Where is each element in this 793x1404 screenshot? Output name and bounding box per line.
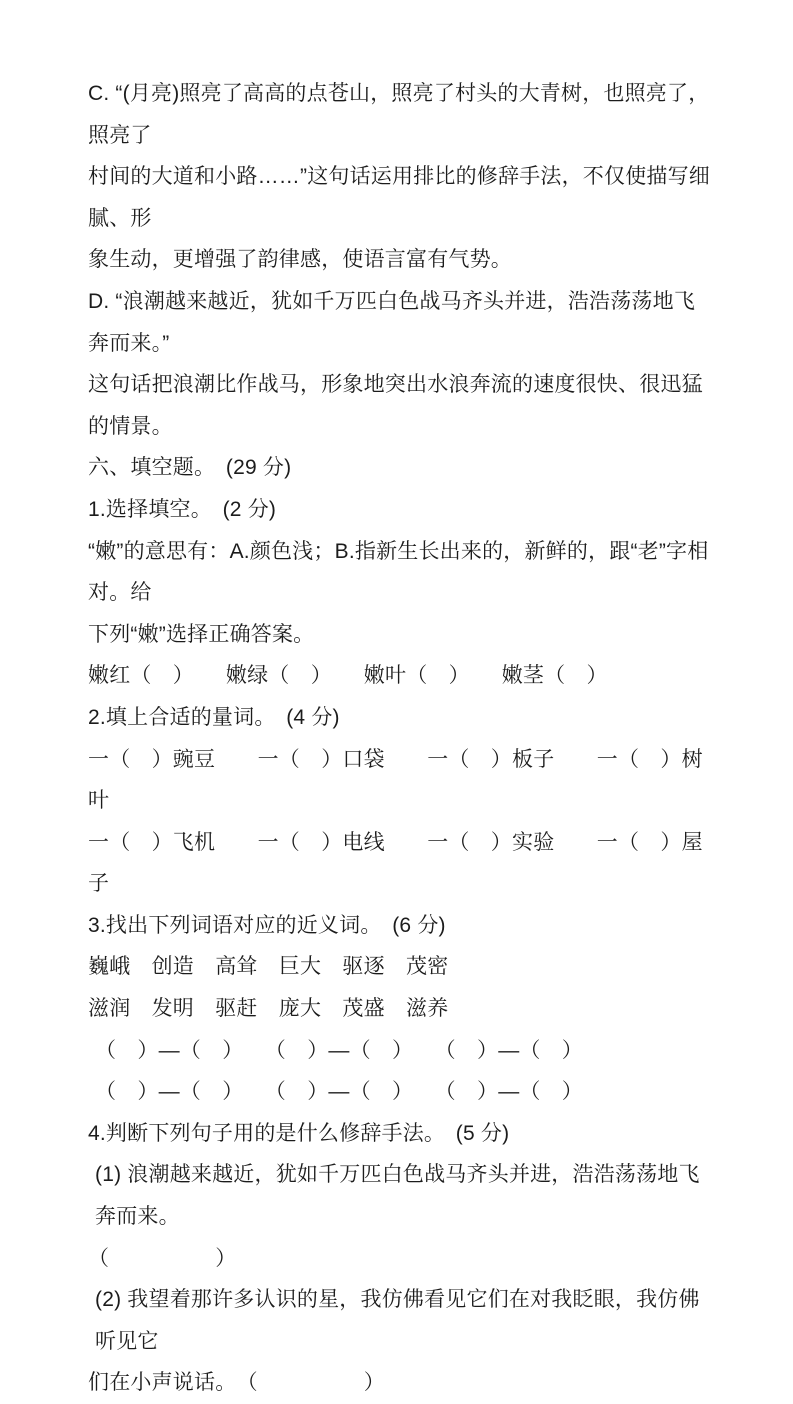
question-4-heading: 4.判断下列句子用的是什么修辞手法。 (5 分) [88, 1121, 510, 1145]
question-3-answer-row: （ ）—（ ） （ ）—（ ） （ ）—（ ） [95, 1080, 583, 1104]
question-4 [88, 1113, 715, 1404]
question-4-item1-blank: （ ） [88, 1246, 237, 1270]
option-c-block [88, 73, 715, 281]
question-2-heading: 2.填上合适的量词。 (4 分) [88, 705, 340, 729]
question-1-blank-items: 嫩红（ ） 嫩绿（ ） 嫩叶（ ） 嫩茎（ ） [88, 664, 608, 688]
section-six-heading: 六、填空题。 (29 分) [88, 456, 292, 480]
question-1-heading: 1.选择填空。 (2 分) [88, 497, 277, 521]
question-1 [88, 489, 715, 697]
option-c-line: C. “(月亮)照亮了高高的点苍山，照亮了村头的大青树，也照亮了，照亮了 [88, 82, 710, 147]
question-3-heading: 3.找出下列词语对应的近义词。 (6 分) [88, 913, 446, 937]
question-2-blank-row: 一（ ）豌豆 一（ ）口袋 一（ ）板子 一（ ）树叶 [88, 747, 703, 813]
option-d-line: 这句话把浪潮比作战马，形象地突出水浪奔流的速度很快、很迅猛的情景。 [88, 373, 703, 438]
question-4-item1-sentence: (1) 浪潮越来越近，犹如千万匹白色战马齐头并进，浩浩荡荡地飞奔而来。 [95, 1163, 700, 1229]
option-d-block [88, 281, 715, 447]
question-3-word-row: 巍峨 创造 高耸 巨大 驱逐 茂密 [88, 955, 449, 979]
question-3 [88, 905, 715, 1113]
option-c-line: 村间的大道和小路……”这句话运用排比的修辞手法，不仅使描写细腻、形 [88, 165, 710, 230]
question-1-desc-line: 下列“嫩”选择正确答案。 [88, 622, 315, 646]
question-4-item2-sentence: (2) 我望着那许多认识的星，我仿佛看见它们在对我眨眼，我仿佛听见它 [95, 1288, 700, 1353]
question-3-word-row: 滋润 发明 驱赶 庞大 茂盛 滋养 [88, 997, 449, 1021]
question-3-answer-row: （ ）—（ ） （ ）—（ ） （ ）—（ ） [95, 1038, 583, 1062]
question-2-blank-row: 一（ ）飞机 一（ ）电线 一（ ）实验 一（ ）屋子 [88, 830, 703, 896]
option-d-line: D. “浪潮越来越近，犹如千万匹白色战马齐头并进，浩浩荡荡地飞奔而来。” [88, 289, 696, 355]
question-4-item2-blank: 们在小声说话。 （ ） [88, 1371, 385, 1395]
question-1-desc-line: “嫩”的意思有：A.颜色浅；B.指新生长出来的，新鲜的，跟“老”字相对。给 [88, 539, 709, 605]
question-2 [88, 697, 715, 905]
option-c-line: 象生动，更增强了韵律感，使语言富有气势。 [88, 248, 512, 272]
